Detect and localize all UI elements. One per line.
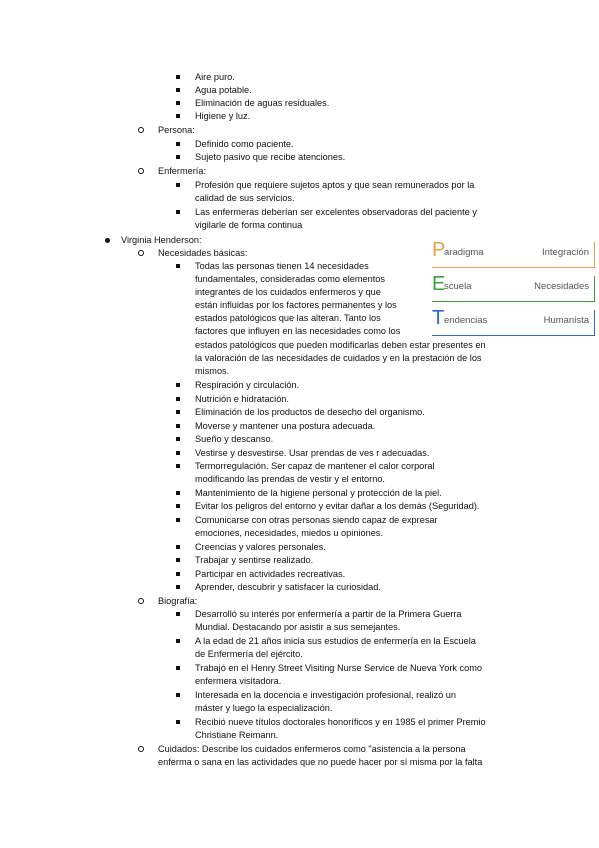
list-item-continuation: factores que influyen en las necesidades como los — [195, 326, 401, 336]
list-item-continuation: integrantes de los cuidados enfermeros y que — [195, 287, 381, 297]
list-item: A la edad de 21 años inicia sus estudios de enfermería en la Escuela — [195, 636, 476, 646]
list-item-continuation: de Enfermería del ejército. — [195, 649, 303, 659]
list-item-continuation: enferma o sana en las actividades que no puede hacer por sí misma por la falta — [158, 757, 483, 767]
pet-rule — [432, 267, 595, 268]
list-item: Vestirse y desvestirse. Usar prendas de ves r adecuadas. — [195, 448, 430, 458]
list-item: Trabajar y sentirse realizado. — [195, 555, 314, 565]
pet-word: scuela — [444, 281, 472, 292]
pet-row-escuela — [429, 272, 595, 302]
list-item: Moverse y mantener una postura adecuada. — [195, 421, 376, 431]
pet-right-word: Humanista — [543, 315, 589, 326]
list-item: Eliminación de aguas residuales. — [195, 98, 330, 108]
pet-rule — [432, 335, 595, 336]
list-item-continuation: están influidas por los factores permanentes y los — [195, 300, 397, 310]
list-item: Sujeto pasivo que recibe atenciones. — [195, 152, 346, 162]
list-item: Termorregulación. Ser capaz de mantener el calor corporal — [195, 461, 435, 471]
pet-right-word: Necesidades — [534, 281, 589, 292]
list-item: Cuidados: Describe los cuidados enfermeros como "asistencia a la persona — [158, 744, 466, 754]
list-item-continuation: estados patológicos que pueden modificarlas deben estar presentes en — [195, 340, 486, 350]
list-item-continuation: mismos. — [195, 366, 230, 376]
list-item: Necesidades básicas: — [158, 248, 248, 258]
list-item-continuation: Mundial. Destacando por asistir a sus semejantes. — [195, 622, 401, 632]
list-item-continuation: Christiane Reimann. — [195, 730, 279, 740]
list-item: Persona: — [158, 125, 195, 135]
pet-right-word: Integración — [541, 247, 589, 258]
list-item: Nutrición e hidratación. — [195, 394, 289, 404]
list-item-continuation: enfermera visitadora. — [195, 676, 282, 686]
pet-letter: P — [432, 239, 446, 261]
pet-cap — [594, 242, 595, 268]
list-item: Aire puro. — [195, 72, 235, 82]
list-item: Eliminación de los productos de desecho del organismo. — [195, 407, 425, 417]
pet-row-paradigma — [429, 238, 595, 268]
list-item: Higiene y luz. — [195, 111, 251, 121]
list-item-continuation: calidad de sus servicios. — [195, 193, 295, 203]
list-item: Evitar los peligros del entorno y evitar dañar a los demás (Seguridad). — [195, 501, 480, 511]
list-item: Comunicarse con otras personas siendo capaz de expresar — [195, 515, 438, 525]
list-item-continuation: vigilarle de forma continua — [195, 220, 303, 230]
list-item: Creencias y valores personales. — [195, 542, 326, 552]
list-item: Desarrolló su interés por enfermería a partir de la Primera Guerra — [195, 609, 462, 619]
pet-cap — [594, 310, 595, 336]
list-item-continuation: estados patológicos que las alteran. Tanto los — [195, 313, 381, 323]
list-item: Enfermería: — [158, 166, 206, 176]
list-item: Trabajó en el Henry Street Visiting Nurse Service de Nueva York como — [195, 663, 482, 673]
list-item: Definido como paciente. — [195, 139, 294, 149]
list-item: Biografía: — [158, 596, 198, 606]
list-item: Profesión que requiere sujetos aptos y que sean remunerados por la — [195, 180, 475, 190]
pet-letter: E — [432, 273, 446, 295]
list-item: Las enfermeras deberían ser excelentes observadoras del paciente y — [195, 207, 477, 217]
pet-cap — [594, 276, 595, 302]
list-item: Aprender, descubrir y satisfacer la curiosidad. — [195, 582, 381, 592]
pet-logo-box — [429, 238, 595, 338]
list-item: Todas las personas tienen 14 necesidades — [195, 261, 369, 271]
list-item-continuation: la valoración de las necesidades de cuidados y en la prestación de los — [195, 353, 482, 363]
list-item-continuation: emociones, necesidades, miedos u opiniones. — [195, 528, 383, 538]
pet-rule — [432, 301, 595, 302]
list-item: Sueño y descanso. — [195, 434, 274, 444]
list-item: Recibió nueve títulos doctorales honoríficos y en 1985 el primer Premio — [195, 717, 486, 727]
pet-word: endencias — [444, 315, 488, 326]
list-item: Virginia Henderson: — [121, 235, 202, 245]
list-item: Participar en actividades recreativas. — [195, 569, 346, 579]
list-item-continuation: máster y luego la especialización. — [195, 703, 333, 713]
list-item: Mantenimiento de la higiene personal y protección de la piel. — [195, 488, 442, 498]
pet-row-tendencias — [429, 306, 595, 336]
list-item: Interesada en la docencia e investigación profesional, realizó un — [195, 690, 456, 700]
list-item: Respiración y circulación. — [195, 380, 300, 390]
list-item: Agua potable. — [195, 85, 252, 95]
pet-letter: T — [432, 307, 445, 329]
pet-word: aradigma — [444, 247, 484, 258]
list-item-continuation: modificando las prendas de vestir y el entorno. — [195, 474, 385, 484]
list-item-continuation: fundamentales, consideradas como elementos — [195, 274, 385, 284]
